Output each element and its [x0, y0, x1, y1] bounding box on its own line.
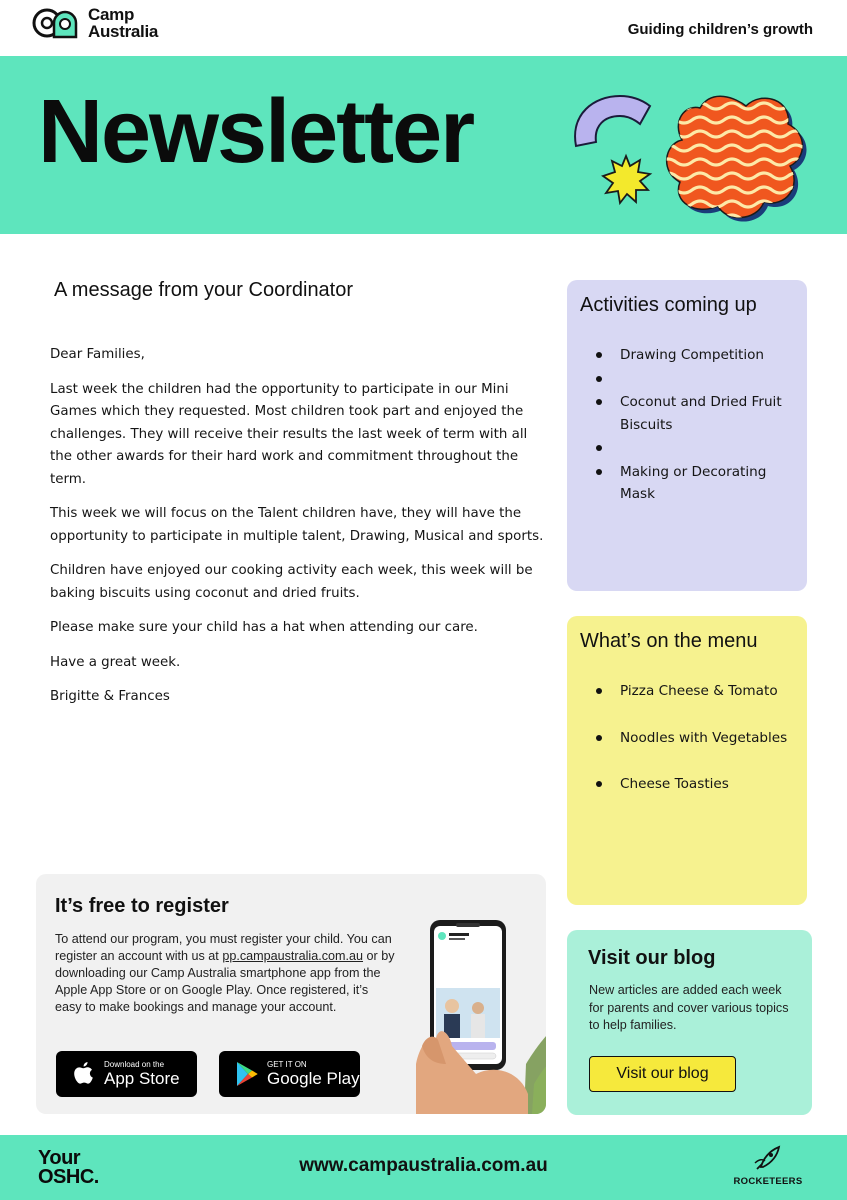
message-paragraph: Have a great week.: [50, 654, 181, 670]
coordinator-message-heading: A message from your Coordinator: [54, 279, 354, 301]
blog-title: Visit our blog: [588, 947, 716, 969]
list-item: Making or Decorating Mask: [593, 461, 793, 506]
list-item: Drawing Competition: [593, 344, 793, 367]
register-link[interactable]: pp.campaustralia.com.au: [222, 949, 364, 963]
list-item: Pizza Cheese & Tomato: [593, 680, 793, 703]
phone-in-hand-illustration: [416, 914, 546, 1114]
decorative-shapes-icon: [560, 86, 810, 226]
activities-title: Activities coming up: [580, 294, 757, 316]
page-title: Newsletter: [38, 82, 474, 182]
register-title: It’s free to register: [55, 895, 229, 917]
list-item: Cheese Toasties: [593, 773, 793, 796]
register-panel: [36, 874, 546, 1114]
google-play-button[interactable]: [219, 1051, 360, 1097]
message-signature: Brigitte & Frances: [50, 689, 170, 704]
google-play-label: Google Play: [267, 1069, 360, 1088]
coordinator-message-body: [50, 344, 550, 721]
google-play-small-text: GET IT ON: [267, 1060, 307, 1069]
activities-card: [567, 280, 807, 591]
tagline: Guiding children’s growth: [627, 21, 813, 38]
menu-card: [567, 616, 807, 905]
menu-list: [593, 680, 793, 820]
activities-list: [593, 344, 793, 507]
message-paragraph: Please make sure your child has a hat when attending our care.: [50, 620, 478, 635]
register-text-continued: or by downloading our Camp Australia smartphone app from the Apple App Store or on Google Play. Once registered, it’s easy to make bookings and manage your account.: [55, 949, 395, 1014]
app-store-label: App Store: [104, 1069, 180, 1088]
message-paragraph: Children have enjoyed our cooking activity each week, this week will be baking biscuits using coconut and dried fruits.: [50, 563, 533, 601]
register-text: To attend our program, you must register your child. You can register an account with us at: [55, 932, 392, 963]
list-item: [593, 368, 793, 391]
message-paragraph: Last week the children had the opportunity to participate in our Mini Games which they requested. Most children took part and enjoyed the challenges. They will receive their results the last week of term with all the other awards for their hard work and commitment throughout the term.: [50, 381, 528, 487]
rocketeers-label: ROCKETEERS: [733, 1176, 803, 1187]
message-paragraph: This week we will focus on the Talent children have, they will have the opportunity to participate in multiple talent, Drawing, Musical and sports.: [50, 506, 544, 544]
footer: [0, 1135, 847, 1200]
brand-line-2: OSHC.: [38, 1166, 99, 1188]
message-paragraph: Dear Families,: [50, 347, 145, 362]
website-link[interactable]: www.campaustralia.com.au: [299, 1155, 548, 1176]
list-item: Coconut and Dried Fruit Biscuits: [593, 391, 793, 436]
app-store-small-text: Download on the: [104, 1060, 165, 1069]
register-body: [55, 931, 395, 1016]
brand-line-1: Your: [38, 1147, 81, 1169]
header: [0, 0, 847, 56]
google-play-icon: [233, 1059, 259, 1089]
list-item: [593, 437, 793, 460]
camp-australia-logo[interactable]: [32, 5, 158, 41]
blog-card: [567, 930, 812, 1115]
rocketeers-logo: [723, 1145, 813, 1191]
logo-line-2: Australia: [88, 22, 159, 41]
list-item: Noodles with Vegetables: [593, 727, 793, 750]
apple-icon: [70, 1059, 96, 1089]
visit-blog-button[interactable]: Visit our blog: [589, 1056, 736, 1092]
app-store-button[interactable]: [56, 1051, 197, 1097]
logo-line-1: Camp: [88, 5, 135, 24]
blog-description: New articles are added each week for parents and cover various topics to help families.: [589, 983, 789, 1032]
menu-title: What’s on the menu: [580, 630, 758, 652]
camp-australia-logo-icon: [32, 5, 84, 41]
rocket-icon: [753, 1145, 783, 1171]
logo-wordmark: [88, 6, 158, 40]
